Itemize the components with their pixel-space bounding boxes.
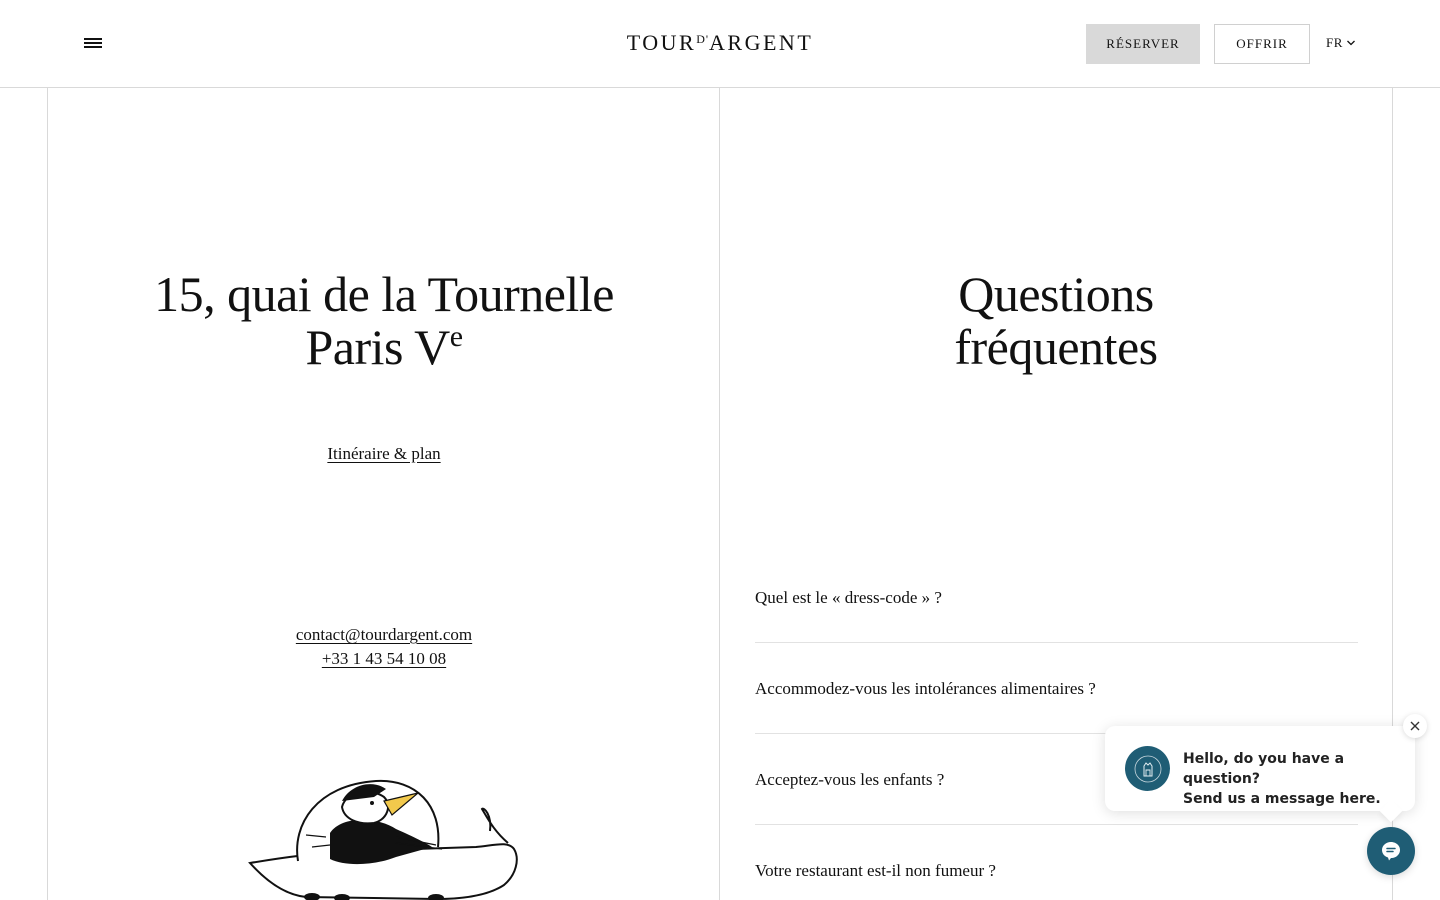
close-icon: [1410, 721, 1420, 731]
column-border-center: [719, 88, 720, 900]
chat-close-button[interactable]: [1403, 714, 1427, 738]
contact-section: [48, 623, 720, 671]
chat-prompt-text: Hello, do you have a question? Send us a message here.: [1183, 751, 1381, 807]
chat-avatar: [1125, 746, 1170, 791]
site-header: [0, 0, 1440, 88]
reserve-button[interactable]: RÉSERVER: [1086, 24, 1200, 64]
chat-prompt-bubble[interactable]: [1105, 726, 1415, 811]
itinerary-link[interactable]: Itinéraire & plan: [327, 444, 441, 463]
itinerary-section: [48, 444, 720, 464]
column-border-left: [47, 88, 48, 900]
phone-link[interactable]: +33 1 43 54 10 08: [321, 649, 447, 668]
tower-logo-icon: [1133, 754, 1163, 784]
language-label: FR: [1326, 35, 1343, 50]
duck-car-illustration: [246, 775, 522, 900]
faq-item-non-smoking[interactable]: Votre restaurant est-il non fumeur ?: [755, 861, 996, 880]
offer-button[interactable]: OFFRIR: [1214, 24, 1310, 64]
faq-divider: [755, 824, 1358, 825]
faq-item-children[interactable]: Acceptez-vous les enfants ?: [755, 770, 945, 789]
faq-item-food-intolerance[interactable]: Accommodez-vous les intolérances alimentaires ?: [755, 679, 1096, 698]
chevron-down-icon: [1346, 38, 1356, 48]
language-selector[interactable]: [1326, 35, 1356, 51]
faq-divider: [755, 642, 1358, 643]
faq-heading: Questions fréquentes: [954, 266, 1158, 375]
email-link[interactable]: contact@tourdargent.com: [295, 625, 473, 644]
site-logo[interactable]: $TOUR^{D'}ARGENT$: [626, 30, 814, 55]
faq-item-dress-code[interactable]: Quel est le « dress-code » ?: [755, 588, 942, 607]
address-heading: 15, quai de la Tournelle Paris Ve: [154, 266, 614, 375]
chat-launcher-button[interactable]: [1367, 827, 1415, 875]
chat-icon: [1380, 840, 1402, 862]
